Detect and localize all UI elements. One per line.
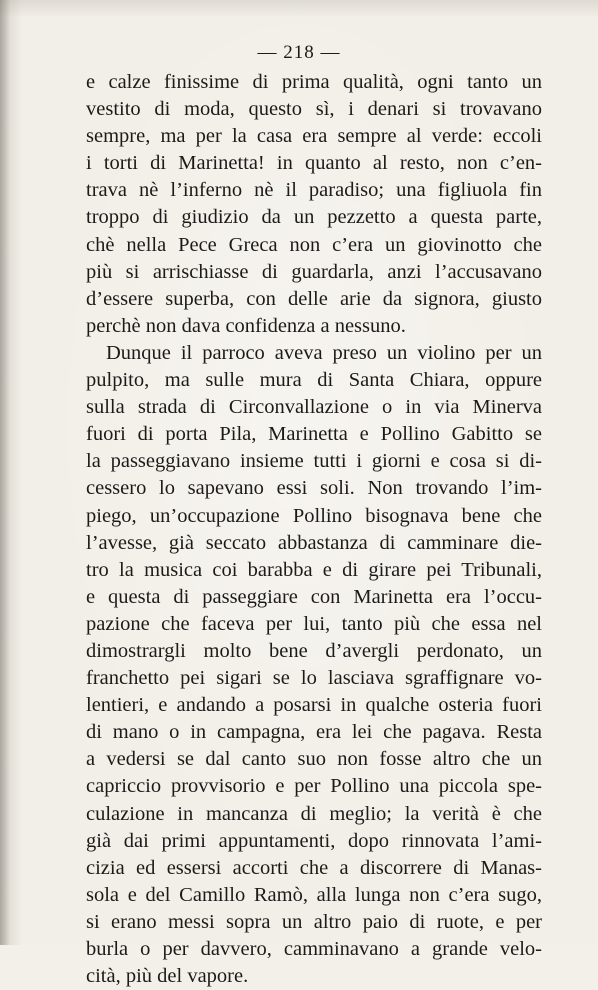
text-line: fuori di porta Pila, Marinetta e Pollino Gabitto se [86, 423, 542, 446]
text-line: sulla strada di Circonvallazione o in via Minerva [86, 396, 542, 419]
text-line: cizia ed essersi accorti che a discorrere di Manas- [86, 856, 542, 879]
text-line: già dai primi appuntamenti, dopo rinnovata l’ami- [86, 829, 542, 852]
text-line: e questa di passeggiare con Marinetta era l’occu- [86, 585, 542, 608]
text-line: a vedersi se dal canto suo non fosse altro che un [86, 748, 542, 771]
text-line: franchetto pei sigari se lo lasciava sgraffignare vo- [86, 667, 542, 690]
text-line: sola e del Camillo Ramò, alla lunga non c’era sugo, [86, 883, 542, 906]
text-line: tro la musica coi barabba e di girare pei Tribunali, [86, 558, 542, 581]
text-line: capriccio provvisorio e per Pollino una piccola spe- [86, 775, 542, 798]
body-text [86, 69, 542, 990]
text-line: vestito di moda, questo sì, i denari si trovavano [86, 98, 542, 121]
page-number: — 218 — [257, 42, 341, 63]
text-line: e calze finissime di prima qualità, ogni tanto un [86, 71, 542, 93]
text-line: d’essere superba, con delle arie da signora, giusto [86, 287, 542, 310]
text-line: più si arrischiasse di guardarla, anzi l’accusavano [86, 260, 542, 283]
text-line: troppo di giudizio da un pezzetto a questa parte, [86, 206, 542, 229]
text-line: cessero lo sapevano essi soli. Non trovando l’im- [86, 477, 542, 500]
text-line: dimostrargli molto bene d’avergli perdonato, un [86, 639, 542, 662]
text-line: cità, più del vapore. [86, 965, 249, 988]
text-line: la passeggiavano insieme tutti i giorni e cosa si di- [86, 450, 542, 473]
text-line: culazione in mancanza di meglio; la verità è che [86, 802, 542, 825]
text-line: piego, un’occupazione Pollino bisognava bene che [86, 504, 542, 527]
text-line: pazione che faceva per lui, tanto più che essa nel [86, 612, 542, 635]
text-line: pulpito, ma sulle mura di Santa Chiara, oppure [86, 369, 542, 392]
text-line: i torti di Marinetta! in quanto al resto, non c’en- [86, 152, 542, 175]
page-gutter-shadow [0, 0, 10, 945]
text-line: sempre, ma per la casa era sempre al verde: eccoli [86, 125, 542, 148]
text-line: di mano o in campagna, era lei che pagava. Resta [86, 721, 542, 744]
text-line: chè nella Pece Greca non c’era un giovinotto che [86, 233, 542, 256]
text-line: Dunque il parroco aveva preso un violino per un [106, 341, 542, 364]
text-line: burla o per davvero, camminavano a grande velo- [86, 938, 542, 960]
text-line: trava nè l’inferno nè il paradiso; una figliuola fin [86, 179, 542, 202]
text-line: l’avesse, già seccato abbastanza di camminare die- [86, 531, 542, 554]
text-line: si erano messi sopra un altro paio di ruote, e per [86, 910, 542, 933]
text-line: lentieri, e andando a posarsi in qualche osteria fuori [86, 694, 542, 717]
text-line: perchè non dava confidenza a nessuno. [86, 314, 406, 337]
